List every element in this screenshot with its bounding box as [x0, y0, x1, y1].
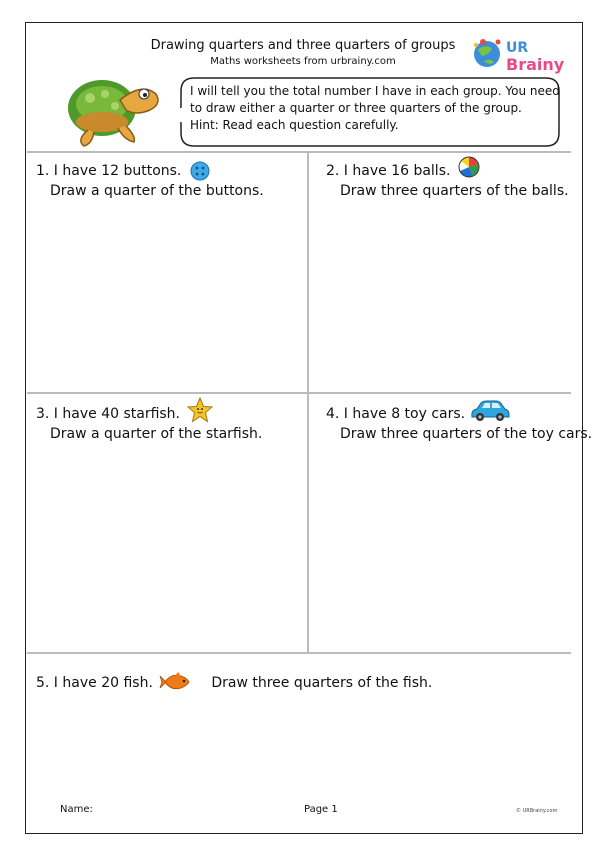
- question-3: [36, 404, 262, 444]
- instruction-line: to draw either a quarter or three quarters of the group.: [190, 101, 522, 115]
- name-label: Name:: [60, 804, 93, 815]
- question-2-statement: 2. I have 16 balls.: [326, 163, 451, 179]
- question-3-task: Draw a quarter of the starfish.: [50, 426, 263, 442]
- instruction-line: Hint: Read each question carefully.: [190, 118, 399, 132]
- instruction-line: I will tell you the total number I have in each group. You need: [190, 84, 560, 98]
- question-4: [326, 404, 592, 444]
- question-1-statement: 1. I have 12 buttons.: [36, 163, 182, 179]
- question-1-task: Draw a quarter of the buttons.: [50, 183, 264, 199]
- urbrainy-logo: [470, 33, 565, 77]
- question-2-task: Draw three quarters of the balls.: [340, 183, 569, 199]
- divider-vertical: [307, 152, 309, 652]
- starfish-icon: [187, 397, 213, 423]
- instructions-text: [190, 83, 560, 134]
- page-number: Page 1: [304, 804, 338, 815]
- logo-brainy-text: Brainy: [506, 55, 565, 74]
- worksheet-subtitle: Maths worksheets from urbrainy.com: [210, 56, 396, 67]
- divider-bottom: [27, 652, 571, 654]
- question-5-statement: 5. I have 20 fish.: [36, 675, 153, 691]
- beach-ball-icon: [458, 156, 480, 178]
- question-4-statement: 4. I have 8 toy cars.: [326, 406, 466, 422]
- question-5: [36, 673, 432, 693]
- logo-ur-text: UR: [506, 40, 529, 56]
- copyright-text: © URBrainy.com: [516, 808, 558, 814]
- button-icon: [190, 161, 210, 181]
- divider-middle: [27, 392, 571, 394]
- question-5-task: Draw three quarters of the fish.: [211, 675, 433, 691]
- toy-car-icon: [469, 399, 511, 423]
- divider-top: [27, 151, 571, 153]
- question-4-task: Draw three quarters of the toy cars.: [340, 426, 593, 442]
- turtle-mascot-icon: [60, 70, 170, 148]
- question-1: [36, 161, 264, 201]
- question-3-statement: 3. I have 40 starfish.: [36, 406, 181, 422]
- goldfish-icon: [159, 672, 193, 692]
- question-2: [326, 161, 569, 201]
- worksheet-title: Drawing quarters and three quarters of groups: [150, 38, 456, 53]
